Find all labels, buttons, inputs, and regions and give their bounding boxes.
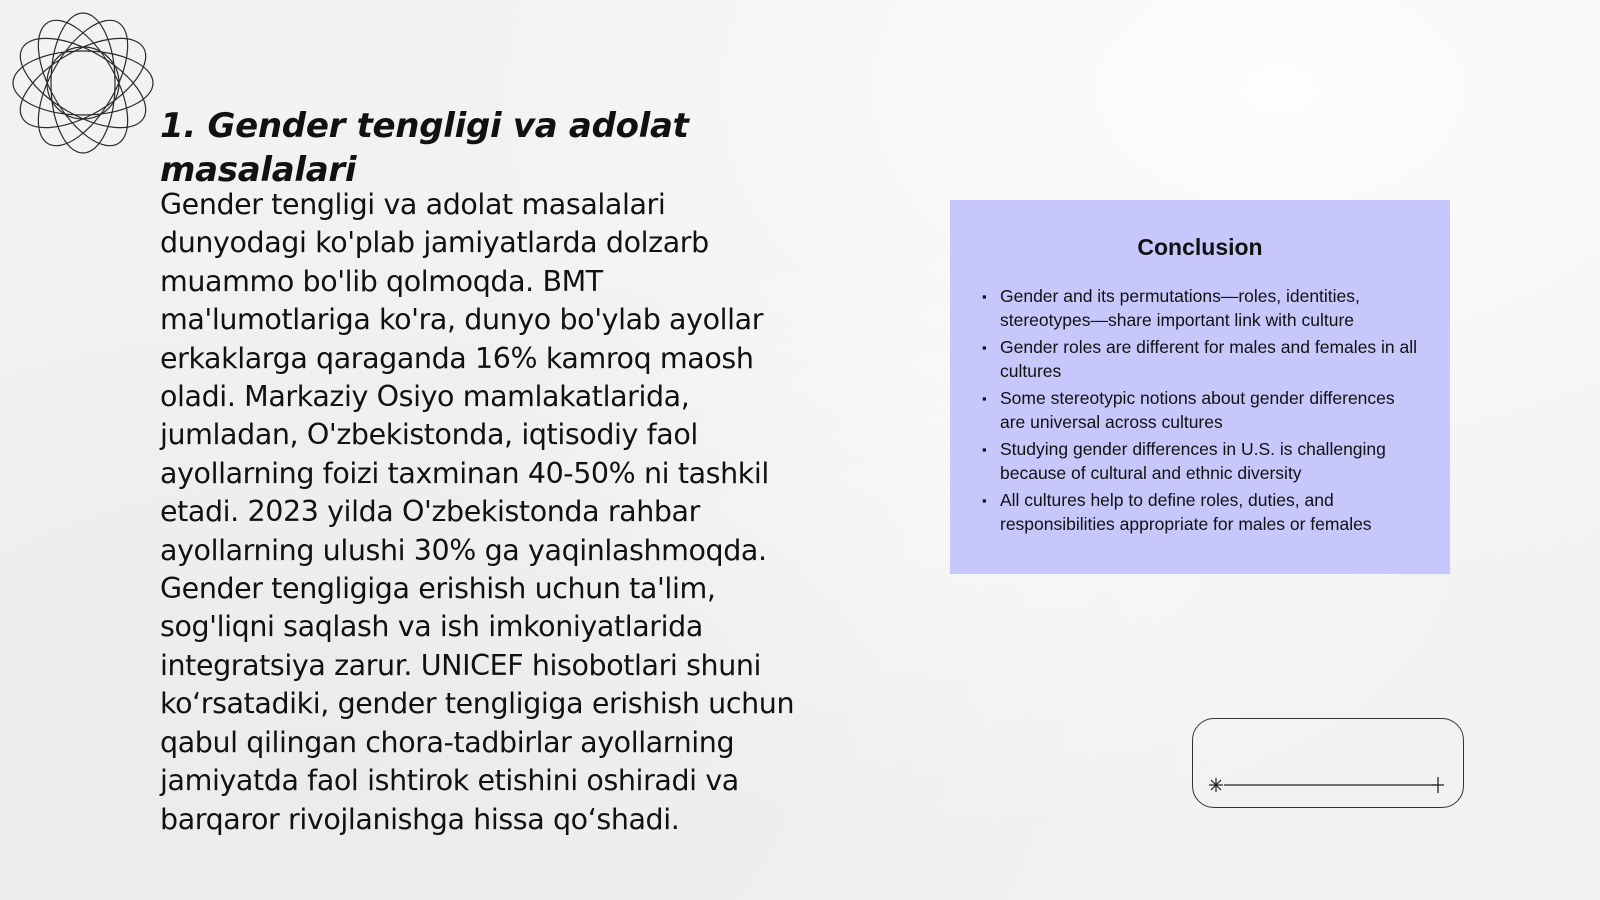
conclusion-bullet-item xyxy=(980,285,1420,332)
square-bullet-icon: ▪ xyxy=(982,289,987,304)
conclusion-bullet-text: Some stereotypic notions about gender differences are universal across cultures xyxy=(1000,388,1395,432)
conclusion-bullet-item xyxy=(980,438,1420,485)
conclusion-bullet-text: Gender and its permutations—roles, identities, stereotypes—share important link with culture xyxy=(1000,286,1360,330)
slide-title: 1. Gender tengligi va adolat masalalari xyxy=(160,106,689,190)
square-bullet-icon: ▪ xyxy=(982,442,987,457)
square-bullet-icon: ▪ xyxy=(982,493,987,508)
sparkle-icon xyxy=(1209,778,1223,792)
conclusion-bullet-item xyxy=(980,489,1420,536)
slide-body-text: Gender tengligi va adolat masalalari dunyodagi ko'plab jamiyatlarda dolzarb muammo bo'lib qolmoqda. BMT ma'lumotlariga ko'ra, dunyo bo'ylab ayollar erkaklarga qaraganda 16% kamroq maosh oladi. Markaziy Osiyo mamlakatlarida, jumladan, O'zbekistonda, iqtisodiy faol ayollarning foizi taxminan 40-50% ni tashkil etadi. 2023 yilda O'zbekistonda rahbar ayollarning ulushi 30% ga yaqinlashmoqda. Gender tengligiga erishish uchun ta'lim, sog'liqni saqlash va ish imkoniyatlarida integratsiya zarur. UNICEF hisobotlari shuni ko‘rsatadiki, gender tengligiga erishish uchun qabul qilingan chora-tadbirlar ayollarning jamiyatda faol ishtirok etishini oshiradi va barqaror rivojlanishga hissa qo‘shadi. xyxy=(160,188,795,836)
decorative-pill-frame xyxy=(1192,718,1464,808)
conclusion-panel xyxy=(950,200,1450,574)
conclusion-title: Conclusion xyxy=(1137,234,1263,260)
conclusion-bullet-text: All cultures help to define roles, duties, and responsibilities appropriate for males or females xyxy=(1000,490,1372,534)
cross-star-icon xyxy=(1432,777,1444,793)
square-bullet-icon: ▪ xyxy=(982,391,987,406)
decorative-line xyxy=(1206,776,1446,794)
conclusion-bullet-item xyxy=(980,387,1420,434)
orbital-rings-icon xyxy=(8,8,158,158)
square-bullet-icon: ▪ xyxy=(982,340,987,355)
conclusion-bullet-text: Studying gender differences in U.S. is challenging because of cultural and ethnic diversity xyxy=(1000,439,1386,483)
conclusion-bullet-item xyxy=(980,336,1420,383)
conclusion-bullet-text: Gender roles are different for males and females in all cultures xyxy=(1000,337,1417,381)
conclusion-bullet-list xyxy=(980,285,1420,536)
